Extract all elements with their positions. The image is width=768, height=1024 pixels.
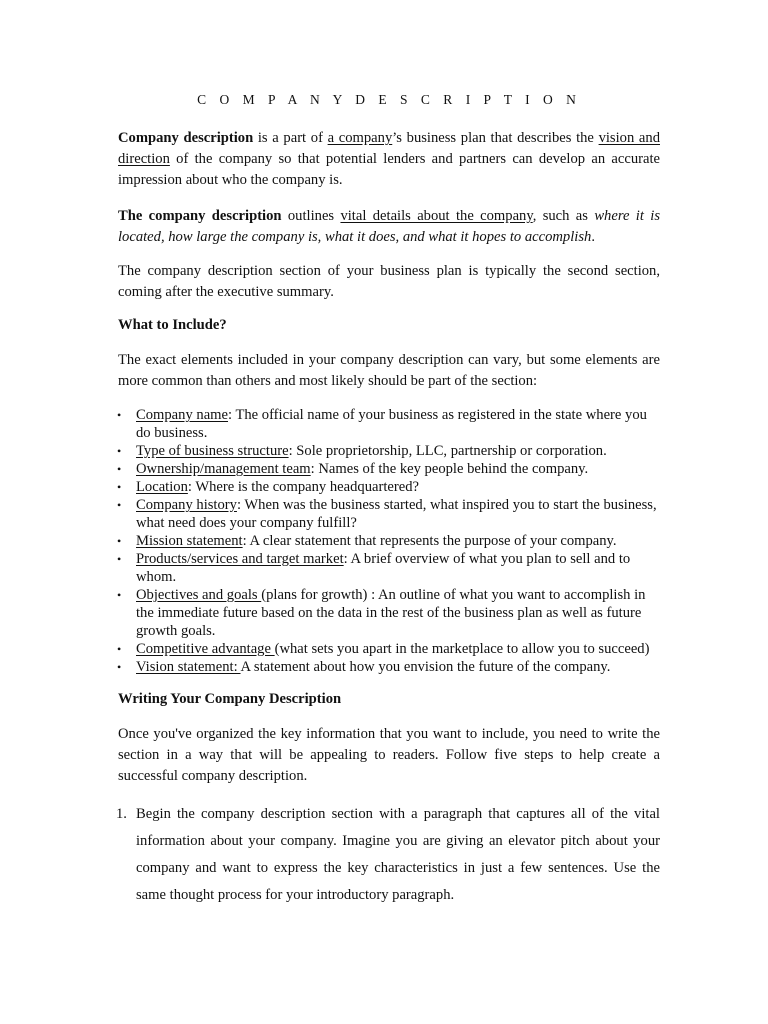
bullet-icon: • <box>117 552 122 566</box>
bullet-icon: • <box>117 642 122 656</box>
list-item <box>118 586 660 640</box>
vital-details-link[interactable]: vital details about the company <box>340 208 533 224</box>
list-item-term[interactable]: Ownership/management team <box>136 461 311 477</box>
intro-text-2: ’s business plan that describes the <box>392 130 599 146</box>
bullet-icon: • <box>117 480 122 494</box>
outline-text-1: outlines <box>281 208 341 224</box>
list-item-term[interactable]: Vision statement: <box>136 659 241 675</box>
vision-direction-link[interactable]: vision and direction <box>118 130 660 167</box>
list-item-text: : A brief overview of what you plan to sell and to whom. <box>136 551 631 585</box>
list-item <box>118 640 660 658</box>
writing-description-heading: Writing Your Company Description <box>118 691 342 707</box>
bullet-icon: • <box>117 534 122 548</box>
list-item-text: : Sole proprietorship, LLC, partnership or corporation. <box>288 443 607 459</box>
list-item <box>118 658 660 676</box>
what-to-include-heading: What to Include? <box>118 317 227 333</box>
outline-italic-text: where it is located, how large the company is, what it does, and what it hopes to accomplish <box>118 208 661 245</box>
company-link[interactable]: a company <box>327 130 393 146</box>
bullet-icon: • <box>117 660 122 674</box>
list-item <box>118 801 660 909</box>
step-number: 1. <box>116 806 127 822</box>
list-item-term[interactable]: Type of business structure <box>136 443 289 459</box>
elements-intro-paragraph: The exact elements included in your company description can vary, but some elements are more common than others and most likely should be part of the section: <box>118 352 660 389</box>
steps-list <box>118 801 660 909</box>
list-item-text: : Names of the key people behind the company. <box>310 461 589 477</box>
list-item-term[interactable]: Products/services and target market <box>136 551 344 567</box>
writing-intro-paragraph: Once you've organized the key information that you want to include, you need to write the section in a way that will be appealing to readers. Follow five steps to help create a successful company description. <box>118 726 660 784</box>
list-item <box>118 550 660 586</box>
list-item-term[interactable]: Company name <box>136 407 229 423</box>
list-item-term[interactable]: Mission statement <box>136 533 243 549</box>
document-body <box>118 92 660 909</box>
list-item-term[interactable]: Competitive advantage <box>136 641 275 657</box>
list-item-term[interactable]: Objectives and goals <box>136 587 262 603</box>
bullet-icon: • <box>117 444 122 458</box>
list-item-text: (what sets you apart in the marketplace to allow you to succeed) <box>274 641 650 657</box>
list-item <box>118 496 660 532</box>
elements-list <box>118 406 660 676</box>
list-item-text: : Where is the company headquartered? <box>187 479 419 495</box>
bullet-icon: • <box>117 498 122 512</box>
list-item <box>118 406 660 442</box>
list-item-text: A statement about how you envision the future of the company. <box>240 659 611 675</box>
list-item <box>118 460 660 478</box>
bullet-icon: • <box>117 408 122 422</box>
section-position-paragraph: The company description section of your business plan is typically the second section, coming after the executive summary. <box>118 263 660 300</box>
list-item-text: (plans for growth) : An outline of what you want to accomplish in the immediate future based on the data in the rest of the business plan as well as future growth goals. <box>136 587 646 639</box>
list-item-term[interactable]: Company history <box>136 497 237 513</box>
outline-paragraph <box>118 206 660 248</box>
intro-text-1: is a part of <box>253 130 328 146</box>
list-item-text: : A clear statement that represents the purpose of your company. <box>242 533 617 549</box>
list-item-term[interactable]: Location <box>136 479 188 495</box>
bullet-icon: • <box>117 462 122 476</box>
outline-text-2: , such as <box>532 208 595 224</box>
list-item <box>118 442 660 460</box>
list-item-text: : When was the business started, what inspired you to start the business, what need does your company fulfill? <box>136 497 657 531</box>
outline-text-3: . <box>591 229 595 245</box>
document-title: C O M P A N Y D E S C R I P T I O N <box>197 92 581 107</box>
list-item <box>118 478 660 496</box>
intro-lead-term: Company description <box>118 130 254 146</box>
bullet-icon: • <box>117 588 122 602</box>
intro-text-3: of the company so that potential lenders and partners can develop an accurate impression about who the company is. <box>118 151 660 188</box>
step-text: Begin the company description section with a paragraph that captures all of the vital information about your company. Imagine you are giving an elevator pitch about your company and want to express the key characteristics in just a few sentences. Use the same thought process for your introductory paragraph. <box>136 806 660 903</box>
list-item-text: : The official name of your business as registered in the state where you do business. <box>136 407 647 441</box>
list-item <box>118 532 660 550</box>
intro-paragraph <box>118 128 660 191</box>
outline-lead-term: The company description <box>118 208 282 224</box>
